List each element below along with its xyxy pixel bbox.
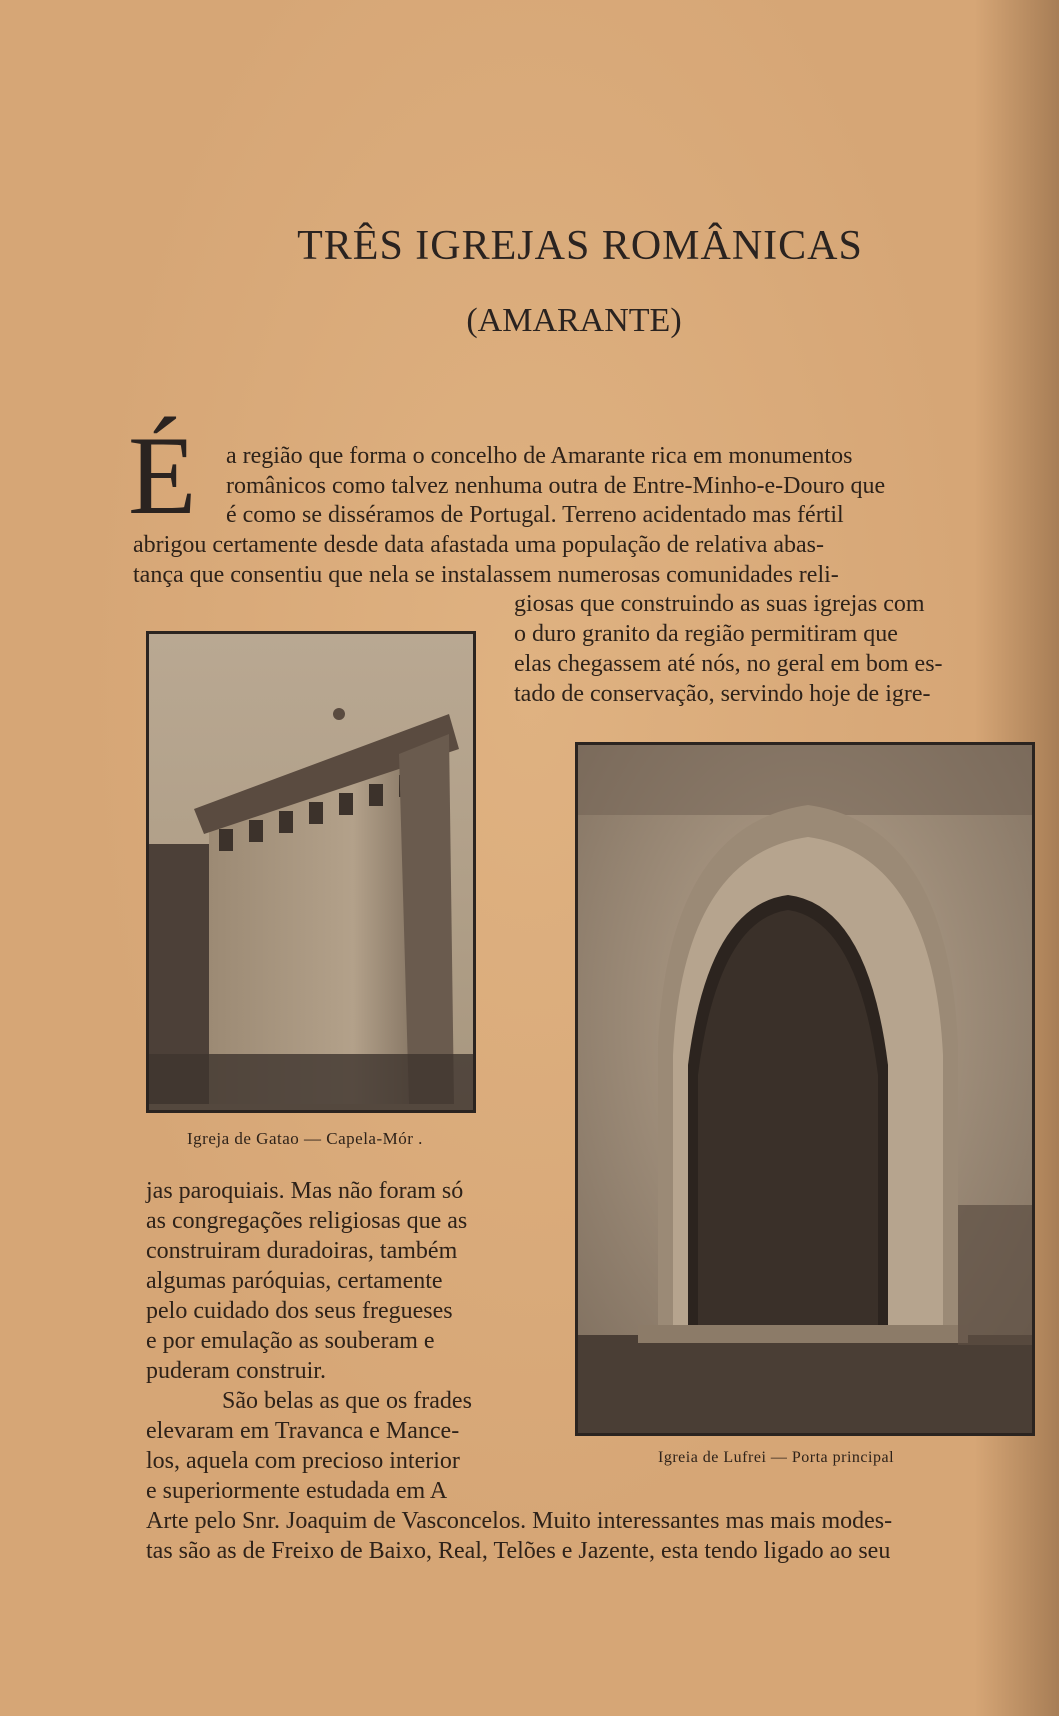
text-line: puderam construir. (146, 1358, 326, 1384)
text-line: elas chegassem até nós, no geral em bom es- (514, 651, 943, 677)
text-line: los, aquela com precioso interior (146, 1448, 460, 1474)
text-line: giosas que construindo as suas igrejas com (514, 591, 925, 617)
caption-lufrei: Igreia de Lufrei — Porta principal (658, 1449, 895, 1466)
text-line: algumas paróquias, certamente (146, 1268, 443, 1294)
photo-lufrei-doorway (575, 742, 1035, 1436)
text-line: tança que consentiu que nela se instalassem numerosas comunidades reli- (133, 562, 839, 588)
text-line: tado de conservação, servindo hoje de igre- (514, 681, 931, 707)
text-line: jas paroquiais. Mas não foram só (146, 1178, 464, 1204)
photo-gatao-chapel (146, 631, 476, 1113)
text-line: Arte pelo Snr. Joaquim de Vasconcelos. Muito interessantes mas mais modes- (146, 1508, 893, 1534)
text-line: tas são as de Freixo de Baixo, Real, Telões e Jazente, esta tendo ligado ao seu (146, 1538, 891, 1564)
text-line: pelo cuidado dos seus fregueses (146, 1298, 453, 1324)
article-subtitle: (AMARANTE) (466, 302, 682, 339)
text-line: a região que forma o concelho de Amarante rica em monumentos (226, 443, 853, 469)
text-line: São belas as que os frades (222, 1388, 472, 1414)
text-line: elevaram em Travanca e Mance- (146, 1418, 460, 1444)
text-line: românicos como talvez nenhuma outra de Entre-Minho-e-Douro que (226, 473, 886, 499)
caption-gatao: Igreja de Gatao — Capela-Mór . (187, 1129, 423, 1148)
text-line: abrigou certamente desde data afastada uma população de relativa abas- (133, 532, 824, 558)
text-line: as congregações religiosas que as (146, 1208, 468, 1234)
text-line: construiram duradoiras, também (146, 1238, 458, 1264)
article-title: TRÊS IGREJAS ROMÂNICAS (297, 223, 863, 269)
text-line: e superiormente estudada em A (146, 1478, 448, 1504)
text-line: e por emulação as souberam e (146, 1328, 435, 1354)
text-line: o duro granito da região permitiram que (514, 621, 898, 647)
text-line: é como se disséramos de Portugal. Terreno acidentado mas fértil (226, 502, 844, 528)
drop-cap: É (128, 414, 197, 538)
